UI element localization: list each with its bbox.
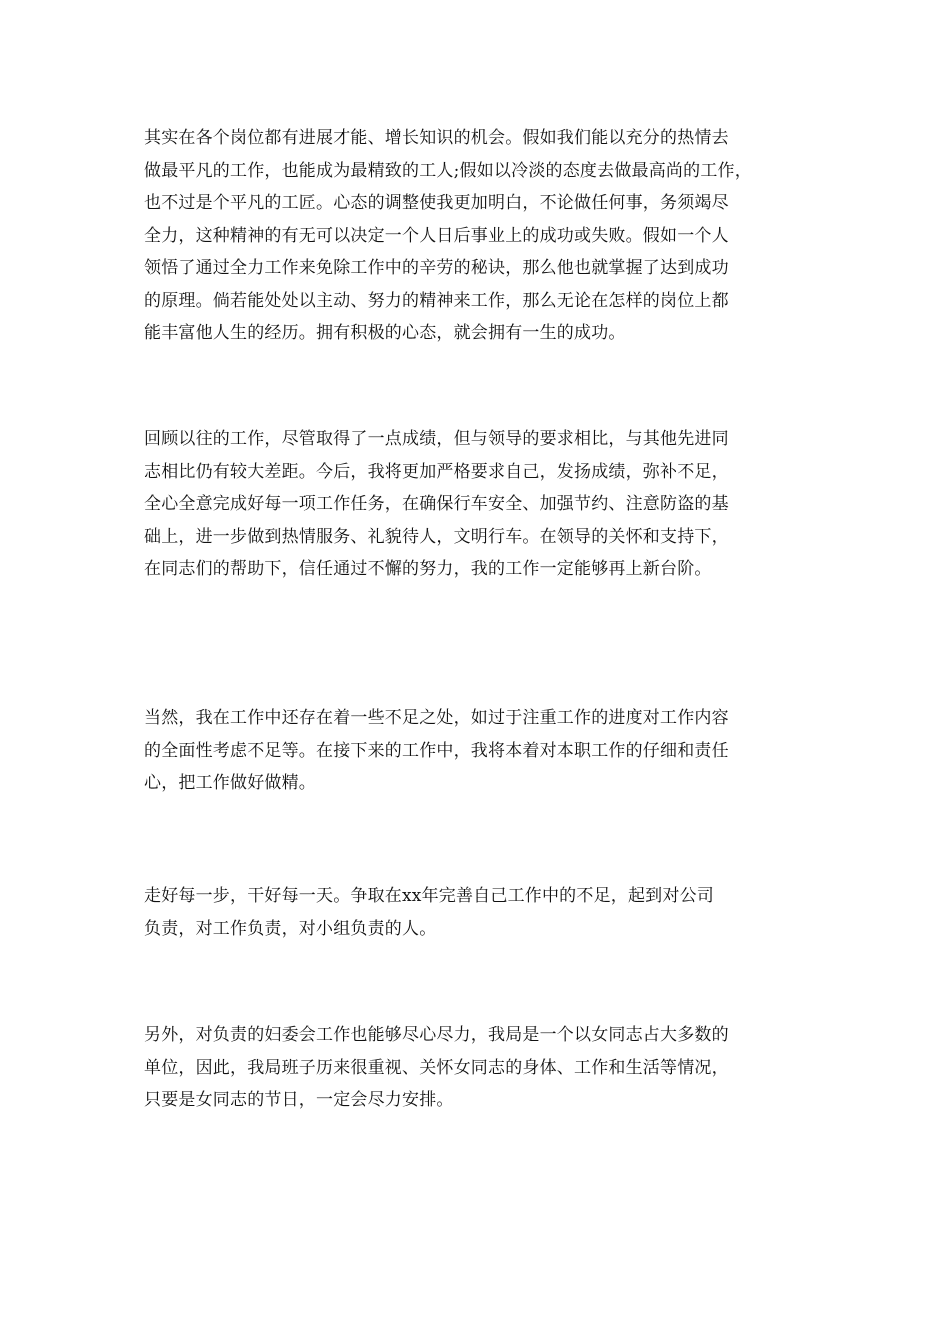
paragraph-line: 只要是女同志的节日，一定会尽力安排。 — [144, 1090, 454, 1110]
paragraph-3 — [144, 702, 824, 800]
paragraph-line: 志相比仍有较大差距。今后，我将更加严格要求自己，发扬成绩，弥补不足， — [144, 461, 729, 482]
paragraph-line: 其实在各个岗位都有进展才能、增长知识的机会。假如我们能以充分的热情去 — [144, 128, 729, 148]
paragraph-line: 走好每一步，干好每一天。争取在xx年完善自己工作中的不足，起到对公司 — [144, 886, 714, 906]
paragraph-line: 础上，进一步做到热情服务、礼貌待人，文明行车。在领导的关怀和支持下， — [144, 526, 729, 547]
paragraph-line: 另外，对负责的妇委会工作也能够尽心尽力，我局是一个以女同志占大多数的 — [144, 1025, 729, 1045]
paragraph-line: 能丰富他人生的经历。拥有积极的心态，就会拥有一生的成功。 — [144, 323, 626, 343]
paragraph-line: 心，把工作做好做精。 — [144, 773, 316, 793]
paragraph-line: 领悟了通过全力工作来免除工作中的辛劳的秘诀，那么他也就掌握了达到成功 — [144, 258, 729, 278]
paragraph-4 — [144, 880, 824, 945]
paragraph-2 — [144, 423, 824, 586]
paragraph-line: 的全面性考虑不足等。在接下来的工作中，我将本着对本职工作的仔细和责任 — [144, 740, 729, 761]
paragraph-line: 做最平凡的工作，也能成为最精致的工人;假如以冷淡的态度去做最高尚的工作， — [144, 160, 752, 181]
paragraph-line: 在同志们的帮助下，信任通过不懈的努力，我的工作一定能够再上新台阶。 — [144, 559, 712, 579]
paragraph-line: 也不过是个平凡的工匠。心态的调整使我更加明白，不论做任何事，务须竭尽 — [144, 193, 729, 213]
paragraph-line: 的原理。倘若能处处以主动、努力的精神来工作，那么无论在怎样的岗位上都 — [144, 290, 729, 311]
paragraph-line: 回顾以往的工作，尽管取得了一点成绩，但与领导的要求相比，与其他先进同 — [144, 429, 729, 449]
paragraph-line: 全力，这种精神的有无可以决定一个人日后事业上的成功或失败。假如一个人 — [144, 225, 729, 246]
paragraph-line: 单位，因此，我局班子历来很重视、关怀女同志的身体、工作和生活等情况， — [144, 1057, 729, 1078]
paragraph-5 — [144, 1019, 824, 1117]
paragraph-1 — [144, 122, 824, 350]
paragraph-line: 负责，对工作负责，对小组负责的人。 — [144, 918, 437, 939]
paragraph-line: 当然，我在工作中还存在着一些不足之处，如过于注重工作的进度对工作内容 — [144, 708, 729, 728]
paragraph-line: 全心全意完成好每一项工作任务，在确保行车安全、加强节约、注意防盗的基 — [144, 494, 729, 514]
